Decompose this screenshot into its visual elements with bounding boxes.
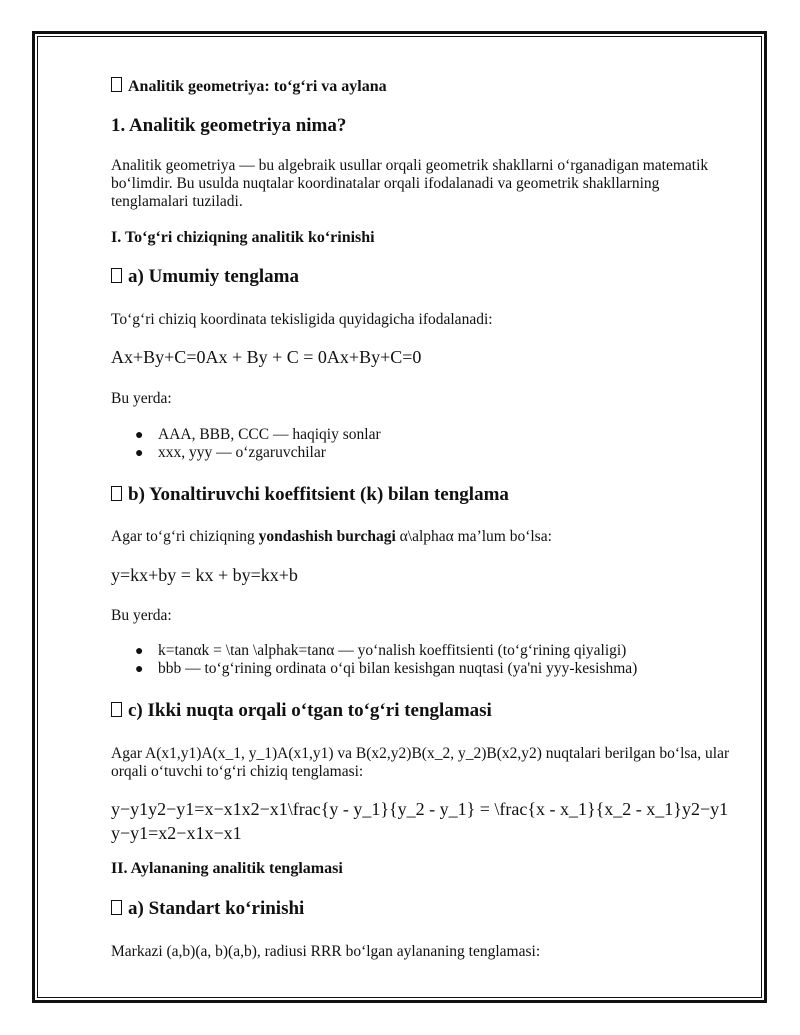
missing-glyph-icon — [111, 268, 122, 283]
paragraph-line: Markazi (a,b)(a, b)(a,b), radiusi RRR bo‘lgan aylananing tenglamasi: — [111, 943, 541, 960]
section-heading: 1. Analitik geometriya nima? — [111, 115, 347, 136]
paragraph-line: To‘g‘ri chiziq koordinata tekisligida quyidagicha ifodalanadi: — [111, 311, 493, 328]
part-heading: I. To‘g‘ri chiziqning analitik ko‘rinishi — [111, 229, 375, 246]
missing-glyph-icon — [111, 486, 122, 501]
paragraph-line: Analitik geometriya — bu algebraik usullar orqali geometrik shakllarni o‘rganadigan matematik — [111, 157, 709, 174]
list-item: k=tanαk = \tan \alphak=tanα — yo‘nalish koeffitsienti (to‘g‘rining qiyaligi) — [158, 642, 627, 659]
list-item: xxx, yyy — o‘zgaruvchilar — [158, 444, 326, 461]
subsection-heading: b) Yonaltiruvchi koeffitsient (k) bilan tenglama — [111, 484, 509, 506]
formula: Ax+By+C=0Ax + By + C = 0Ax+By+C=0 — [111, 347, 422, 367]
subsection-heading: a) Umumiy tenglama — [111, 266, 299, 288]
bullet-icon: ● — [135, 644, 144, 659]
bullet-icon: ● — [135, 428, 144, 443]
bullet-icon: ● — [135, 446, 144, 461]
subsection-heading: c) Ikki nuqta orqali o‘tgan to‘g‘ri tenglamasi — [111, 700, 492, 722]
formula: y=kx+by = kx + by=kx+b — [111, 565, 298, 585]
paragraph-line: Agar A(x1,y1)A(x_1, y_1)A(x1,y1) va B(x2,y2)B(x_2, y_2)B(x2,y2) nuqtalari berilgan bo‘lsa, ular — [111, 745, 730, 762]
missing-glyph-icon — [111, 702, 122, 717]
formula: y−y1=x2−x1x−x1 — [111, 823, 242, 843]
formula: y−y1y2−y1=x−x1x2−x1\frac{y - y_1}{y_2 - y_1} = \frac{x - x_1}{x_2 - x_1}y2−y1 — [111, 799, 729, 819]
paragraph-line: Bu yerda: — [111, 390, 172, 407]
missing-glyph-icon — [111, 900, 122, 915]
document-title: Analitik geometriya: to‘g‘ri va aylana — [111, 77, 387, 96]
missing-glyph-icon — [111, 77, 122, 92]
paragraph-line: tenglamalari tuziladi. — [111, 193, 243, 210]
paragraph-line: bo‘limdir. Bu usulda nuqtalar koordinatalar orqali ifodalanadi va geometrik shakllarning — [111, 175, 660, 192]
part-heading: II. Aylananing analitik tenglamasi — [111, 860, 343, 877]
paragraph-line: Agar to‘g‘ri chiziqning yondashish burchagi α\alphaα ma’lum bo‘lsa: — [111, 528, 552, 545]
paragraph-line: Bu yerda: — [111, 607, 172, 624]
paragraph-line: orqali o‘tuvchi to‘g‘ri chiziq tenglamasi: — [111, 763, 364, 780]
list-item: AAA, BBB, CCC — haqiqiy sonlar — [158, 426, 381, 443]
bullet-icon: ● — [135, 662, 144, 677]
list-item: bbb — to‘g‘rining ordinata o‘qi bilan kesishgan nuqtasi (ya'ni yyy-kesishma) — [158, 660, 638, 677]
subsection-heading: a) Standart ko‘rinishi — [111, 898, 304, 920]
